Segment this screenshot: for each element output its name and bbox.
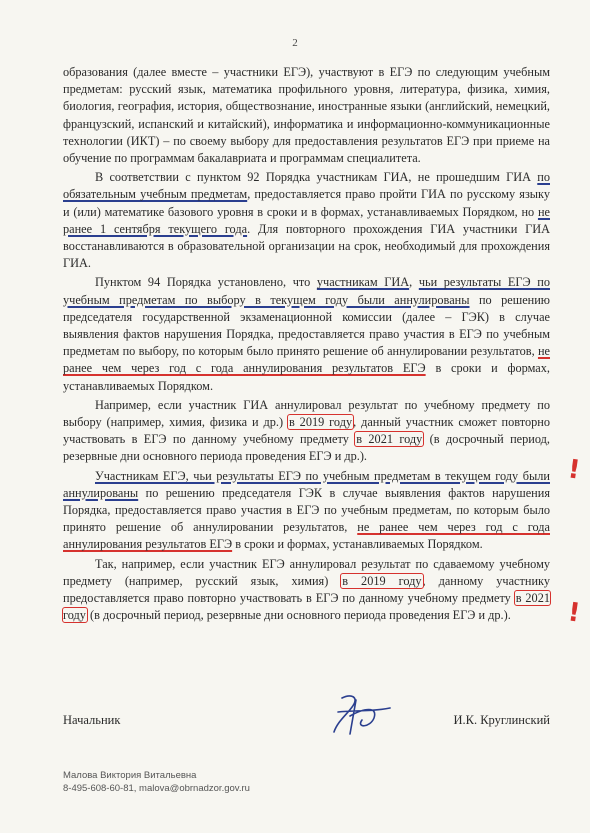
p2-underlined-mandatory-subjects: по обязательным учебным предметам: [63, 170, 550, 202]
p4-text-a: Например, если участник ГИА аннулировал результат по учебному предмету по выбору (например, химия, физика и др.): [63, 397, 550, 430]
p5-underlined-annulled: Участникам ЕГЭ, чьи результаты ЕГЭ по учебным предметам в текущем году были аннулированы: [63, 468, 550, 500]
p4-text-c: , данный участник сможет повторно участвовать в ЕГЭ по данному учебному предмету: [63, 415, 550, 447]
p2-text-c: , предоставляется право пройти ГИА по русскому языку и (или) математике базового уровня в сроки и в формах, устанавливаемых Порядком, но: [63, 187, 551, 219]
p2-text-a: В соответствии с пунктом 92 Порядка участникам ГИА, не прошедшим ГИА: [95, 170, 538, 185]
p3-text-e: по решению председателя государственной экзаменационной комиссии (далее – ГЭК) в случае выявления фактов нарушения Порядка, предоставляется право участия в ЕГЭ по учебным предметам по выбору, по которым было принято решение об аннулировании результатов,: [63, 292, 550, 359]
p5-text-b: по решению председателя ГЭК в случае выявления фактов нарушения Порядка, предоставляется право участия в ЕГЭ по учебным предметам, по которым было принято решение об аннулировании результатов,: [63, 485, 550, 535]
p6-text-a: Так, например, если участник ЕГЭ аннулировал результат по сдаваемому учебному предмету (например, русский язык, химия): [63, 556, 550, 588]
p2-underlined-date: не ранее 1 сентября текущего года: [63, 204, 550, 236]
p4-boxed-2021: в 2021 году: [356, 432, 423, 447]
p3-underlined-annulled: чьи результаты ЕГЭ по учебным предметам по выбору в текущем году были аннулированы: [63, 275, 550, 307]
p6-text-c: , данному участнику предоставляется право повторно участвовать в ЕГЭ по данному учебному предмету: [63, 573, 550, 606]
p3-text-c: ,: [409, 275, 419, 290]
handwritten-exclamation-mark: !: [565, 597, 582, 629]
paragraph-5: [63, 468, 550, 554]
page-number: 2: [292, 37, 298, 49]
paragraph-3: [63, 274, 550, 394]
footer-contact-line: 8-495-608-60-81, malova@obrnadzor.gov.ru: [63, 783, 250, 794]
footer-author: Малова Виктория Витальевна: [63, 770, 197, 781]
handwritten-exclamation-mark: !: [565, 454, 582, 486]
p6-boxed-2021: в 2021 году: [63, 591, 550, 623]
p5-underlined-one-year: не ранее чем через год с года аннулирования результатов ЕГЭ: [63, 520, 550, 552]
p4-boxed-2019: в 2019 году: [288, 415, 353, 430]
footer-contact: [63, 769, 250, 795]
p3-underlined-one-year: не ранее чем через год с года аннулирования результатов ЕГЭ: [63, 344, 550, 376]
paragraph-1-text: образования (далее вместе – участники ЕГЭ), участвуют в ЕГЭ по следующим учебным предметам: русский язык, математика профильного уровня, литература, физика, химия, биология, география, история, обществознание, иностранные языки (английский, немецкий, французский, испанский и китайский), информатика и информационно-коммуникационные технологии (ИКТ) – по своему выбору для предоставления результатов ЕГЭ при приеме на обучение по программам бакалавриата и программам специалитета.: [63, 65, 550, 166]
p6-text-e: (в досрочный период, резервные дни основного периода проведения ЕГЭ и др.).: [86, 608, 511, 623]
p3-text-g: в сроки и формах, устанавливаемых Порядком.: [63, 361, 550, 393]
paragraph-1: [63, 64, 550, 167]
p3-text-a: Пунктом 94 Порядка установлено, что: [95, 275, 317, 290]
signature-row: [63, 713, 550, 733]
paragraph-2: [63, 169, 550, 272]
p6-boxed-2019: в 2019 году: [342, 573, 422, 588]
signer-name: И.К. Круглинский: [453, 713, 550, 727]
p4-text-e: (в досрочный период, резервные дни основного периода проведения ЕГЭ и др.).: [63, 432, 550, 464]
document-body: [63, 64, 550, 627]
paragraph-4: [63, 397, 550, 466]
p2-text-e: . Для повторного прохождения ГИА участники ГИА восстанавливаются в образовательной организации на срок, необходимый для прохождения ГИА.: [63, 221, 550, 271]
p3-underlined-participants: участникам ГИА: [316, 275, 410, 290]
p5-text-d: в сроки и формах, устанавливаемых Порядком.: [232, 537, 483, 552]
signer-position: Начальник: [63, 713, 121, 727]
paragraph-6: [63, 556, 550, 625]
